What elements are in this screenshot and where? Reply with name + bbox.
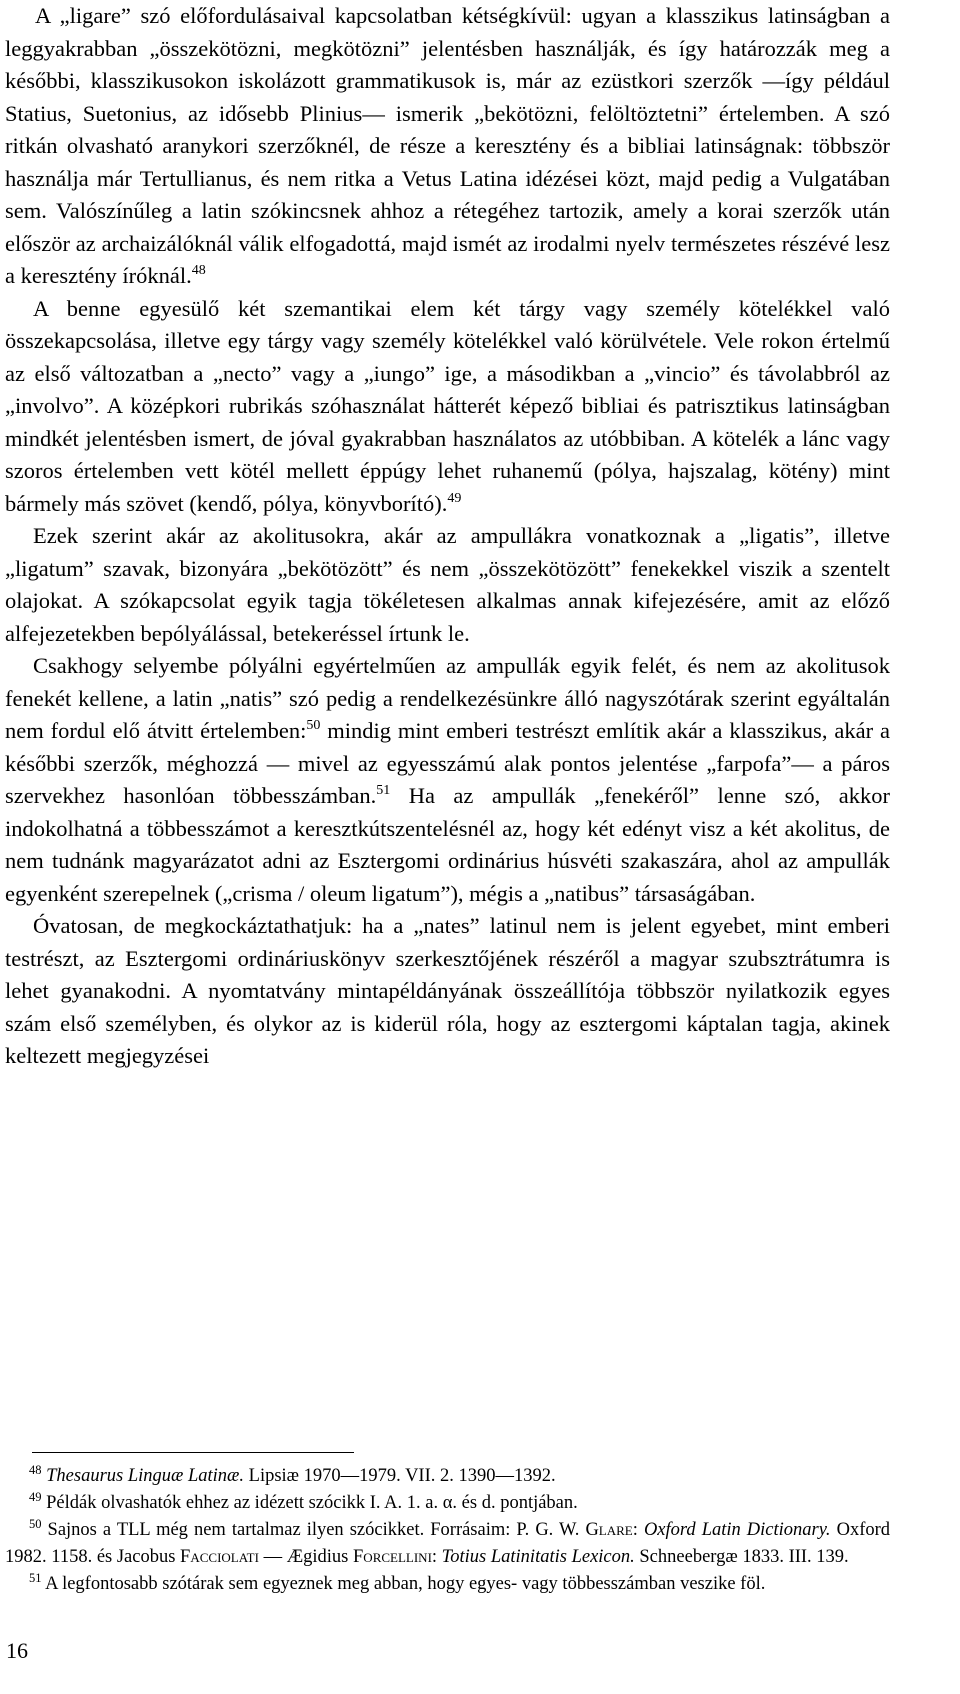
footnote-48: $^{48}$ Thesaurus Linguæ Latinæ. Lipsiæ 1970—1979. VII. 2. 1390—1392. <box>29 1463 556 1486</box>
footnote-ref-51[interactable]: 51 <box>376 783 391 798</box>
page-number: 16 <box>6 1638 28 1663</box>
author-forcellini: Forcellini <box>353 1547 432 1567</box>
paragraph-3: Ezek szerint akár az akolitusokra, akár az ampullákra vonatkoznak a „ligatis”, illetve „ligatum” szavak, bizonyára „bekötözött” és nem „összekötözött” fenekekkel viszik a szentelt olajokat. A szókapcsolat egyik tagja tökéletesen alkalmas annak kifejezésére, amit az előző alfejezetekben bepólyálással, betekeréssel írtunk le. <box>5 523 890 646</box>
paragraph-4: Csakhogy selyembe pólyálni egyértelműen az ampullák egyik felét, és nem az akolitusok fenekét kellene, a latin „natis” szó pedig a rendelkezésünkre álló nagyszótárak szerint egyáltalán nem fordul elő átvitt értelemben:$^{50}$ mindig mint emberi testrészt említik akár a klasszikus, akár a későbbi szerzők, méghozzá — mivel az egyesszámú alak pontos jelentése „farpofa”— a páros szervekhez hasonlóan többesszámban.$^{51}$ Ha az ampullák „fenekéről” lenne szó, akkor indokolhatná a többesszámot a keresztkútszentelésnél az, hogy két edényt visz a két akolitus, de nem tudnánk magyarázatot adni az Esztergomi ordinárius húsvéti szakaszára, ahol az ampullák egyenként szerepelnek („crisma / oleum ligatum”), mégis a „natibus” társaságában. <box>5 653 890 906</box>
main-text <box>5 0 890 1073</box>
footnote-separator <box>32 1452 354 1453</box>
footnote-number: 48 <box>29 1463 42 1477</box>
footnotes <box>5 1463 890 1598</box>
author-glare: Glare <box>585 1520 633 1540</box>
paragraph-2: A benne egyesülő két szemantikai elem két tárgy vagy személy kötelékkel való összekapcsolása, illetve egy tárgy vagy személy kötelékkel való körülvétele. Vele rokon értelmű az első változatban a „necto” vagy a „iungo” ige, a másodikban a „vincio” és távolabbról az „involvo”. A középkori rubrikás szóhasználat hátterét képező bibliai és patrisztikus latinságban mindkét jelentésben ismert, de jóval gyakrabban használatos az utóbbiban. A kötelék a lánc vagy szoros értelemben vett kötél mellett éppúgy lehet ruhanemű (pólya, hajszalag, kötény) mint bármely más szövet (kendő, pólya, könyvborító).$^{49}$ <box>5 295 890 516</box>
footnote-50: $^{50}$ Sajnos a TLL még nem tartalmaz ilyen szócikket. Forrásaim: P. G. W. Glare: Oxford Latin Dictionary. Oxford 1982. 1158. és Jacobus Facciolati — Ægidius Forcellini: Totius Latinitatis Lexicon. Schneebergæ 1833. III. 139. <box>5 1517 891 1567</box>
paragraph-5: Óvatosan, de megkockáztathatjuk: ha a „nates” latinul nem is jelent egyebet, mint emberi testrészt, az Esztergomi ordináriuskönyv szerkesztőjének részéről a magyar szubsztrátumra is lehet gyanakodni. A nyomtatvány mintapéldányának összeállítója többször nyilatkozik egyes szám első személyben, és olykor az is kiderül róla, hogy az esztergomi káptalan tagja, akinek keltezett megjegyzései <box>5 913 890 1068</box>
footnote-title: Oxford Latin Dictionary. <box>643 1520 831 1540</box>
author-facciolati: Facciolati <box>180 1547 259 1567</box>
footnote-ref-50[interactable]: 50 <box>306 718 321 733</box>
footnote-ref-48[interactable]: 48 <box>191 263 206 278</box>
footnote-49: $^{49}$ Példák olvashatók ehhez az idézett szócikk I. A. 1. a. α. és d. pontjában. <box>29 1490 578 1513</box>
footnote-number: 50 <box>29 1517 42 1531</box>
footnote-51: $^{51}$ A legfontosabb szótárak sem egyeznek meg abban, hogy egyes- vagy többesszámban veszike föl. <box>29 1571 766 1594</box>
footnote-title: Thesaurus Linguæ Latinæ. <box>46 1466 245 1486</box>
footnote-number: 49 <box>29 1490 42 1504</box>
footnote-number: 51 <box>29 1571 42 1585</box>
footnote-ref-49[interactable]: 49 <box>447 490 462 506</box>
paragraph-1: A „ligare” szó előfordulásaival kapcsolatban kétségkívül: ugyan a klasszikus latinságban a leggyakrabban „összekötözni, megkötözni” jelentésben használják, és így határozzák meg a későbbi, klasszikusokon iskolázott grammatikusok is, már az ezüstkori szerzők —így például Statius, Suetonius, az idősebb Plinius— ismerik „bekötözni, felöltöztetni” értelemben. A szó ritkán olvasható aranykori szerzőknél, de része a keresztény és a bibliai latinságnak: többször használja már Tertullianus, és nem ritka a Vetus Latina idézései közt, majd pedig a Vulgatában sem. Valószínűleg a latin szókincsnek ahhoz a rétegéhez tartozik, amely a korai szerzők után először az archaizálóknál válik elfogadottá, majd ismét az irodalmi nyelv természetes részévé lesz a keresztény íróknál.$^{48}$ <box>5 3 890 288</box>
footnote-title: Totius Latinitatis Lexicon. <box>441 1547 635 1567</box>
